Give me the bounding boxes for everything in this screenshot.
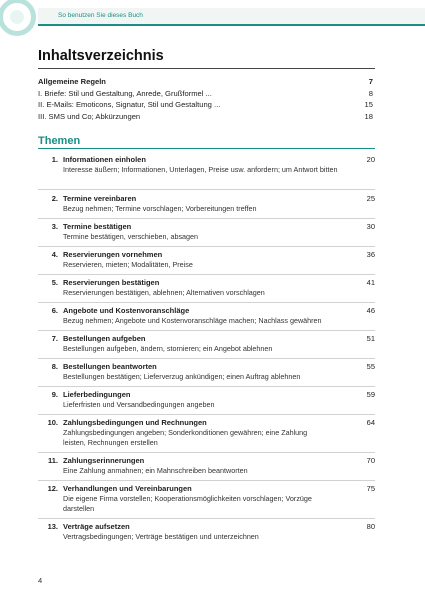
topic-entry[interactable] <box>38 484 375 514</box>
topic-divider <box>38 358 375 359</box>
topic-divider <box>38 330 375 331</box>
page-number: 4 <box>38 576 43 585</box>
page-title: Inhaltsverzeichnis <box>38 48 164 64</box>
topic-divider <box>38 189 375 190</box>
topic-number: 12. <box>47 484 58 493</box>
topic-number: 1. <box>51 155 58 164</box>
topic-number: 6. <box>51 306 58 315</box>
topic-entry[interactable] <box>38 334 375 354</box>
topic-number: 4. <box>51 250 58 259</box>
topic-page: 59 <box>366 390 375 399</box>
topic-description: Bestellungen bestätigen; Lieferverzug ankündigen; einen Auftrag ablehnen <box>63 372 301 381</box>
topic-page: 30 <box>366 222 375 231</box>
topic-page: 75 <box>366 484 375 493</box>
topic-title: Verhandlungen und Vereinbarungen <box>63 484 192 493</box>
topic-page: 55 <box>366 362 375 371</box>
topic-title: Informationen einholen <box>63 155 146 164</box>
general-row-label: III. SMS und Co; Abkürzungen <box>38 111 141 121</box>
general-row[interactable] <box>38 88 373 100</box>
topic-number: 9. <box>51 390 58 399</box>
topic-page: 64 <box>366 418 375 427</box>
topic-description: Termine bestätigen, verschieben, absagen <box>63 232 199 241</box>
topic-entry[interactable] <box>38 250 375 270</box>
topic-number: 7. <box>51 334 58 343</box>
topic-title: Bestellungen beantworten <box>63 362 157 371</box>
topic-title: Reservierungen vornehmen <box>63 250 163 259</box>
topic-description: Reservierungen bestätigen, ablehnen; Alternativen vorschlagen <box>63 288 265 297</box>
topic-entry[interactable] <box>38 522 375 542</box>
topic-title: Termine bestätigen <box>63 222 132 231</box>
running-head: So benutzen Sie dieses Buch <box>58 12 143 19</box>
topic-entry[interactable] <box>38 194 375 214</box>
topic-number: 5. <box>51 278 58 287</box>
general-row-label: I. Briefe: Stil und Gestaltung, Anrede, Grußformel ... <box>38 88 212 98</box>
topic-title: Zahlungsbedingungen und Rechnungen <box>63 418 207 427</box>
general-row[interactable] <box>38 76 373 88</box>
decorative-circle-inner <box>10 10 24 24</box>
topic-entry[interactable] <box>38 418 375 448</box>
topic-page: 41 <box>366 278 375 287</box>
topic-divider <box>38 386 375 387</box>
topic-entry[interactable] <box>38 278 375 298</box>
topic-number: 13. <box>47 522 58 531</box>
topic-description: Bezug nehmen; Angebote und Kostenvoranschläge machen; Nachlass gewähren <box>63 316 322 325</box>
general-row-label: Allgemeine Regeln <box>38 77 106 86</box>
topic-number: 11. <box>47 456 58 465</box>
topic-title: Reservierungen bestätigen <box>63 278 160 287</box>
general-row[interactable] <box>38 99 373 111</box>
topic-divider <box>38 302 375 303</box>
topic-title: Bestellungen aufgeben <box>63 334 146 343</box>
themen-heading: Themen <box>38 135 81 147</box>
topic-description: Vertragsbedingungen; Verträge bestätigen und unterzeichnen <box>63 532 259 541</box>
general-row[interactable] <box>38 111 373 123</box>
topic-description: Interesse äußern; Informationen, Unterlagen, Preise usw. anfordern; um Antwort bitten <box>63 165 338 174</box>
topic-title: Verträge aufsetzen <box>63 522 130 531</box>
general-section <box>38 76 373 122</box>
topic-description: Eine Zahlung anmahnen; ein Mahnschreiben beantworten <box>63 466 248 475</box>
topic-title: Termine vereinbaren <box>63 194 137 203</box>
topic-page: 70 <box>366 456 375 465</box>
topic-entry[interactable] <box>38 456 375 476</box>
topic-divider <box>38 218 375 219</box>
topic-divider <box>38 452 375 453</box>
general-row-page: 7 <box>368 77 373 86</box>
topic-title: Lieferbedingungen <box>63 390 131 399</box>
decorative-circle <box>0 0 36 36</box>
general-row-label: II. E-Mails: Emoticons, Signatur, Stil und Gestaltung ... <box>38 100 221 110</box>
topic-number: 3. <box>51 222 58 231</box>
topic-entry[interactable] <box>38 390 375 410</box>
header-rule <box>38 24 425 26</box>
topic-page: 51 <box>366 334 375 343</box>
topic-divider <box>38 480 375 481</box>
general-row-page: 8 <box>368 88 373 98</box>
topic-description: Bestellungen aufgeben, ändern, stornieren; ein Angebot ablehnen <box>63 344 273 353</box>
topic-divider <box>38 414 375 415</box>
title-divider <box>38 68 375 69</box>
topic-divider <box>38 246 375 247</box>
topic-description: Die eigene Firma vorstellen; Kooperationsmöglichkeiten vorschlagen; Vorzüge darstellen <box>63 494 312 513</box>
topic-description: Zahlungsbedingungen angeben; Sonderkonditionen gewähren; eine Zahlung leisten, Rechnungen erstellen <box>63 428 308 447</box>
topic-number: 2. <box>51 194 58 203</box>
topic-description: Bezug nehmen; Termine vorschlagen; Vorbereitungen treffen <box>63 204 257 213</box>
general-row-page: 18 <box>364 111 373 121</box>
topic-number: 8. <box>51 362 58 371</box>
general-row-page: 15 <box>364 100 373 110</box>
topic-title: Zahlungserinnerungen <box>63 456 145 465</box>
topic-divider <box>38 518 375 519</box>
topic-description: Lieferfristen und Versandbedingungen angeben <box>63 400 215 409</box>
themen-divider <box>38 148 375 149</box>
topic-page: 80 <box>366 522 375 531</box>
topic-entry[interactable] <box>38 155 375 175</box>
topic-entry[interactable] <box>38 306 375 326</box>
topic-entry[interactable] <box>38 222 375 242</box>
topic-number: 10. <box>47 418 58 427</box>
topic-page: 20 <box>366 155 375 164</box>
topic-page: 46 <box>366 306 375 315</box>
topic-entry[interactable] <box>38 362 375 382</box>
topic-page: 36 <box>366 250 375 259</box>
topic-page: 25 <box>366 194 375 203</box>
topic-description: Reservieren, mieten; Modalitäten, Preise <box>63 260 193 269</box>
topic-title: Angebote und Kostenvoranschläge <box>63 306 190 315</box>
topic-divider <box>38 274 375 275</box>
